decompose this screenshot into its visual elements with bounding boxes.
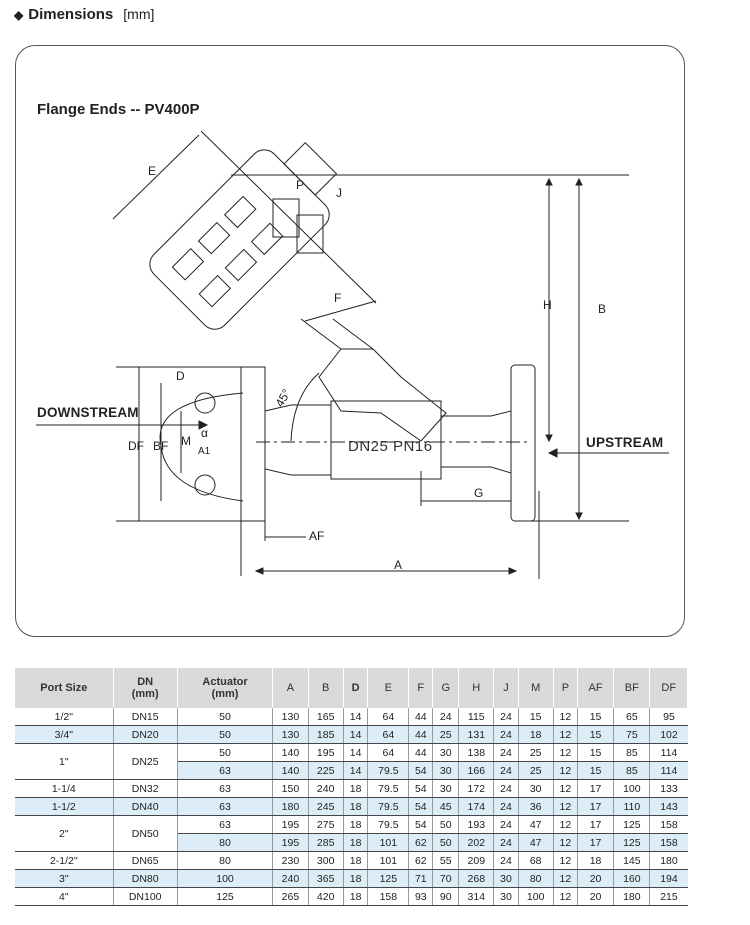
value-cell: 50 [433, 834, 459, 852]
value-cell: 158 [650, 816, 688, 834]
value-cell: 18 [343, 888, 368, 906]
value-cell: 79.5 [368, 780, 409, 798]
value-cell: 24 [494, 708, 518, 726]
value-cell: 265 [273, 888, 308, 906]
actuator-cell: 63 [177, 780, 273, 798]
actuator-cell: 125 [177, 888, 273, 906]
dim-label-f: F [334, 291, 342, 305]
dim-label-m: M [181, 434, 191, 448]
value-cell: 193 [459, 816, 494, 834]
value-cell: 180 [614, 888, 650, 906]
upstream-label: UPSTREAM [586, 435, 664, 450]
dim-label-alpha1: A1 [198, 446, 211, 457]
dim-label-j: J [336, 186, 342, 200]
value-cell: 68 [518, 852, 553, 870]
value-cell: 174 [459, 798, 494, 816]
value-cell: 158 [368, 888, 409, 906]
value-cell: 245 [308, 798, 343, 816]
value-cell: 131 [459, 726, 494, 744]
table-row [15, 870, 688, 888]
value-cell: 30 [433, 780, 459, 798]
actuator-cell: 80 [177, 834, 273, 852]
value-cell: 180 [650, 852, 688, 870]
value-cell: 24 [494, 816, 518, 834]
value-cell: 268 [459, 870, 494, 888]
dim-label-d: D [176, 369, 185, 383]
value-cell: 15 [518, 708, 553, 726]
column-header: H [459, 668, 494, 708]
value-cell: 25 [518, 744, 553, 762]
column-header: Actuator (mm) [177, 668, 273, 708]
value-cell: 12 [553, 888, 577, 906]
value-cell: 18 [343, 798, 368, 816]
value-cell: 100 [614, 780, 650, 798]
drawing-subtitle: Flange Ends -- PV400P [37, 101, 200, 118]
dim-label-h: H [543, 298, 552, 312]
value-cell: 314 [459, 888, 494, 906]
value-cell: 138 [459, 744, 494, 762]
port-size-cell: 2-1/2" [15, 852, 113, 870]
value-cell: 85 [614, 762, 650, 780]
value-cell: 18 [343, 816, 368, 834]
value-cell: 64 [368, 726, 409, 744]
value-cell: 79.5 [368, 798, 409, 816]
value-cell: 12 [553, 798, 577, 816]
value-cell: 14 [343, 726, 368, 744]
value-cell: 140 [273, 744, 308, 762]
value-cell: 230 [273, 852, 308, 870]
value-cell: 195 [308, 744, 343, 762]
valve-drawing-svg [16, 46, 684, 636]
value-cell: 62 [409, 852, 433, 870]
table-body [15, 708, 688, 906]
value-cell: 140 [273, 762, 308, 780]
value-cell: 14 [343, 762, 368, 780]
dn-cell: DN80 [113, 870, 177, 888]
value-cell: 166 [459, 762, 494, 780]
table-row [15, 780, 688, 798]
value-cell: 36 [518, 798, 553, 816]
value-cell: 240 [308, 780, 343, 798]
port-size-cell: 1/2" [15, 708, 113, 726]
value-cell: 194 [650, 870, 688, 888]
value-cell: 79.5 [368, 762, 409, 780]
table-row [15, 852, 688, 870]
column-header: D [343, 668, 368, 708]
column-header: DN (mm) [113, 668, 177, 708]
value-cell: 17 [577, 816, 613, 834]
value-cell: 195 [273, 816, 308, 834]
value-cell: 44 [409, 726, 433, 744]
actuator-cell: 50 [177, 726, 273, 744]
value-cell: 70 [433, 870, 459, 888]
value-cell: 24 [433, 708, 459, 726]
value-cell: 125 [368, 870, 409, 888]
dim-label-df: DF [128, 439, 144, 453]
value-cell: 24 [494, 852, 518, 870]
dn-cell: DN15 [113, 708, 177, 726]
value-cell: 12 [553, 708, 577, 726]
column-header: M [518, 668, 553, 708]
dn-cell: DN50 [113, 816, 177, 852]
value-cell: 18 [343, 852, 368, 870]
section-heading [14, 6, 154, 23]
table-row [15, 888, 688, 906]
value-cell: 18 [518, 726, 553, 744]
value-cell: 240 [273, 870, 308, 888]
value-cell: 20 [577, 870, 613, 888]
technical-drawing [15, 45, 685, 637]
value-cell: 12 [553, 852, 577, 870]
value-cell: 101 [368, 834, 409, 852]
dn-cell: DN20 [113, 726, 177, 744]
value-cell: 47 [518, 834, 553, 852]
value-cell: 12 [553, 834, 577, 852]
actuator-cell: 63 [177, 798, 273, 816]
value-cell: 115 [459, 708, 494, 726]
value-cell: 75 [614, 726, 650, 744]
value-cell: 102 [650, 726, 688, 744]
value-cell: 225 [308, 762, 343, 780]
dim-label-alpha: α [201, 426, 208, 440]
actuator-cell: 80 [177, 852, 273, 870]
column-header: E [368, 668, 409, 708]
actuator-cell: 50 [177, 744, 273, 762]
unit-label: [mm] [123, 6, 155, 22]
value-cell: 158 [650, 834, 688, 852]
downstream-label: DOWNSTREAM [37, 405, 139, 420]
actuator-cell: 63 [177, 762, 273, 780]
value-cell: 80 [518, 870, 553, 888]
angle-label: 45° [272, 386, 294, 410]
value-cell: 160 [614, 870, 650, 888]
value-cell: 12 [553, 780, 577, 798]
value-cell: 300 [308, 852, 343, 870]
port-size-cell: 1" [15, 744, 113, 780]
table-header-row [15, 668, 688, 708]
value-cell: 110 [614, 798, 650, 816]
value-cell: 150 [273, 780, 308, 798]
column-header: DF [650, 668, 688, 708]
dim-label-af: AF [309, 529, 325, 543]
value-cell: 24 [494, 780, 518, 798]
value-cell: 17 [577, 798, 613, 816]
value-cell: 209 [459, 852, 494, 870]
value-cell: 24 [494, 726, 518, 744]
value-cell: 20 [577, 888, 613, 906]
port-size-cell: 1-1/4 [15, 780, 113, 798]
value-cell: 18 [577, 852, 613, 870]
port-size-cell: 3/4" [15, 726, 113, 744]
dn-cell: DN32 [113, 780, 177, 798]
dim-label-e: E [148, 164, 157, 178]
dn-cell: DN25 [113, 744, 177, 780]
port-size-cell: 1-1/2 [15, 798, 113, 816]
value-cell: 54 [409, 798, 433, 816]
actuator-cell: 100 [177, 870, 273, 888]
value-cell: 45 [433, 798, 459, 816]
dn-cell: DN100 [113, 888, 177, 906]
value-cell: 30 [518, 780, 553, 798]
value-cell: 30 [494, 888, 518, 906]
value-cell: 15 [577, 726, 613, 744]
value-cell: 133 [650, 780, 688, 798]
value-cell: 215 [650, 888, 688, 906]
dim-label-g: G [474, 486, 484, 500]
value-cell: 130 [273, 726, 308, 744]
value-cell: 180 [273, 798, 308, 816]
value-cell: 54 [409, 762, 433, 780]
dn-cell: DN65 [113, 852, 177, 870]
value-cell: 285 [308, 834, 343, 852]
right-flange [511, 365, 535, 521]
column-header: G [433, 668, 459, 708]
dn-cell: DN40 [113, 798, 177, 816]
value-cell: 100 [518, 888, 553, 906]
value-cell: 130 [273, 708, 308, 726]
value-cell: 24 [494, 834, 518, 852]
column-header: F [409, 668, 433, 708]
value-cell: 101 [368, 852, 409, 870]
value-cell: 79.5 [368, 816, 409, 834]
value-cell: 420 [308, 888, 343, 906]
value-cell: 195 [273, 834, 308, 852]
column-header: AF [577, 668, 613, 708]
dim-label-a: A [394, 558, 403, 572]
body-marking: DN25 PN16 [348, 438, 433, 455]
value-cell: 18 [343, 780, 368, 798]
port-size-cell: 4" [15, 888, 113, 906]
value-cell: 15 [577, 744, 613, 762]
actuator-cell: 63 [177, 816, 273, 834]
value-cell: 30 [433, 762, 459, 780]
value-cell: 114 [650, 744, 688, 762]
diamond-icon: ◆ [14, 8, 24, 22]
dim-label-p: P [296, 178, 305, 192]
value-cell: 50 [433, 816, 459, 834]
value-cell: 145 [614, 852, 650, 870]
value-cell: 12 [553, 762, 577, 780]
column-header: J [494, 668, 518, 708]
value-cell: 25 [518, 762, 553, 780]
value-cell: 24 [494, 744, 518, 762]
value-cell: 18 [343, 870, 368, 888]
value-cell: 365 [308, 870, 343, 888]
value-cell: 93 [409, 888, 433, 906]
value-cell: 64 [368, 744, 409, 762]
table-row [15, 798, 688, 816]
value-cell: 125 [614, 834, 650, 852]
value-cell: 15 [577, 762, 613, 780]
value-cell: 65 [614, 708, 650, 726]
value-cell: 165 [308, 708, 343, 726]
column-header: A [273, 668, 308, 708]
left-flange [241, 367, 265, 521]
value-cell: 15 [577, 708, 613, 726]
value-cell: 14 [343, 708, 368, 726]
value-cell: 125 [614, 816, 650, 834]
value-cell: 12 [553, 870, 577, 888]
value-cell: 143 [650, 798, 688, 816]
value-cell: 17 [577, 780, 613, 798]
value-cell: 24 [494, 762, 518, 780]
column-header: B [308, 668, 343, 708]
value-cell: 18 [343, 834, 368, 852]
column-header: BF [614, 668, 650, 708]
dimensions-table [15, 668, 688, 906]
value-cell: 275 [308, 816, 343, 834]
column-header: Port Size [15, 668, 113, 708]
value-cell: 95 [650, 708, 688, 726]
dim-label-b: B [598, 302, 607, 316]
value-cell: 44 [409, 708, 433, 726]
value-cell: 12 [553, 744, 577, 762]
value-cell: 185 [308, 726, 343, 744]
value-cell: 24 [494, 798, 518, 816]
value-cell: 47 [518, 816, 553, 834]
value-cell: 90 [433, 888, 459, 906]
value-cell: 12 [553, 726, 577, 744]
value-cell: 54 [409, 816, 433, 834]
value-cell: 62 [409, 834, 433, 852]
value-cell: 54 [409, 780, 433, 798]
column-header: P [553, 668, 577, 708]
table-row [15, 816, 688, 834]
value-cell: 30 [494, 870, 518, 888]
table-row [15, 744, 688, 762]
table-row [15, 708, 688, 726]
port-size-cell: 2" [15, 816, 113, 852]
value-cell: 12 [553, 816, 577, 834]
value-cell: 172 [459, 780, 494, 798]
value-cell: 55 [433, 852, 459, 870]
value-cell: 71 [409, 870, 433, 888]
value-cell: 30 [433, 744, 459, 762]
value-cell: 25 [433, 726, 459, 744]
port-size-cell: 3" [15, 870, 113, 888]
value-cell: 85 [614, 744, 650, 762]
table-row [15, 726, 688, 744]
value-cell: 44 [409, 744, 433, 762]
dim-label-bf: BF [153, 439, 169, 453]
value-cell: 202 [459, 834, 494, 852]
value-cell: 64 [368, 708, 409, 726]
value-cell: 14 [343, 744, 368, 762]
actuator-cell: 50 [177, 708, 273, 726]
value-cell: 17 [577, 834, 613, 852]
value-cell: 114 [650, 762, 688, 780]
section-title: Dimensions [28, 6, 114, 23]
